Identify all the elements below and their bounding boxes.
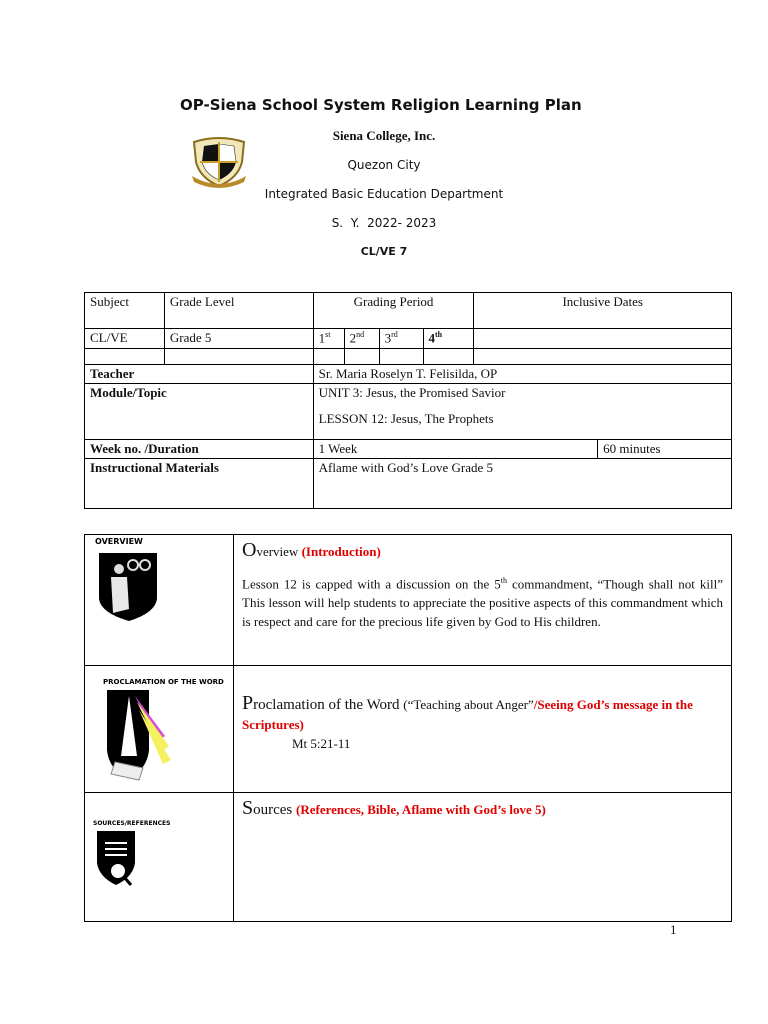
- grade-level-value: Grade 5: [164, 329, 313, 349]
- sources-icon-label: SOURCES/REFERENCES: [93, 820, 171, 827]
- week-label: Week no. /Duration: [85, 440, 314, 459]
- scripture-verse: Mt 5:21-11: [292, 736, 351, 751]
- proclamation-row: [85, 666, 732, 793]
- overview-icon: [85, 535, 233, 661]
- school-city: Quezon City: [347, 158, 421, 172]
- overview-row: [85, 535, 732, 666]
- teacher-value: Sr. Maria Roselyn T. Felisilda, OP: [313, 365, 731, 384]
- overview-icon-cell: [85, 535, 234, 666]
- sources-row: [85, 793, 732, 922]
- lesson-info-table: [84, 292, 732, 509]
- period-3: 3rd: [379, 329, 423, 349]
- course-code: CL/VE 7: [360, 245, 408, 258]
- inclusive-dates-label: Inclusive Dates: [474, 293, 732, 329]
- subject-value: CL/VE: [85, 329, 165, 349]
- period-1: 1st: [313, 329, 344, 349]
- empty-cell: [313, 349, 344, 365]
- week-value: 1 Week: [313, 440, 597, 459]
- school-name: Siena College, Inc.: [332, 128, 436, 143]
- period-2: 2nd: [344, 329, 379, 349]
- period-4: 4th: [423, 329, 474, 349]
- teacher-label: Teacher: [85, 365, 314, 384]
- overview-icon-label: OVERVIEW: [95, 537, 143, 546]
- grade-level-label: Grade Level: [164, 293, 313, 329]
- empty-cell: [423, 349, 474, 365]
- overview-content: [234, 535, 732, 666]
- department-name: Integrated Basic Education Department: [264, 187, 504, 201]
- sources-content: [234, 793, 732, 922]
- module-unit: UNIT 3: Jesus, the Promised Savior: [318, 385, 506, 400]
- sources-heading: Sources (References, Bible, Aflame with God’s love 5): [242, 797, 546, 819]
- learning-plan-table: [84, 534, 732, 922]
- sources-icon: [85, 793, 233, 917]
- empty-cell: [85, 349, 165, 365]
- proclamation-icon-cell: [85, 666, 234, 793]
- proclamation-icon: [85, 666, 233, 788]
- sources-icon-cell: [85, 793, 234, 922]
- subject-label: Subject: [85, 293, 165, 329]
- module-lesson: LESSON 12: Jesus, The Prophets: [318, 411, 494, 426]
- document-title: OP-Siena School System Religion Learning Plan: [180, 96, 582, 114]
- materials-label: Instructional Materials: [85, 459, 314, 509]
- school-year: S. Y. 2022- 2023: [331, 216, 437, 230]
- proclamation-heading: Proclamation of the Word (“Teaching about Anger”/Seeing God’s message in the Scriptures): [242, 692, 693, 732]
- overview-heading: Overview (Introduction): [242, 539, 381, 561]
- empty-cell: [164, 349, 313, 365]
- module-label: Module/Topic: [85, 384, 314, 440]
- page-number: 1: [670, 922, 677, 937]
- proclamation-icon-label: PROCLAMATION OF THE WORD: [103, 678, 224, 686]
- module-value: [313, 384, 731, 440]
- empty-cell: [474, 349, 732, 365]
- materials-value: Aflame with God’s Love Grade 5: [313, 459, 731, 509]
- grading-period-label: Grading Period: [313, 293, 474, 329]
- empty-cell: [344, 349, 379, 365]
- inclusive-dates-value: [474, 329, 732, 349]
- duration-value: 60 minutes: [598, 440, 732, 459]
- empty-cell: [379, 349, 423, 365]
- proclamation-content: [234, 666, 732, 793]
- overview-body: Lesson 12 is capped with a discussion on the 5th commandment, “Though shall not kill” This lesson will help students to appreciate the positive aspects of this commandment which is respect and care for the precious life given by God to His children.: [242, 576, 723, 630]
